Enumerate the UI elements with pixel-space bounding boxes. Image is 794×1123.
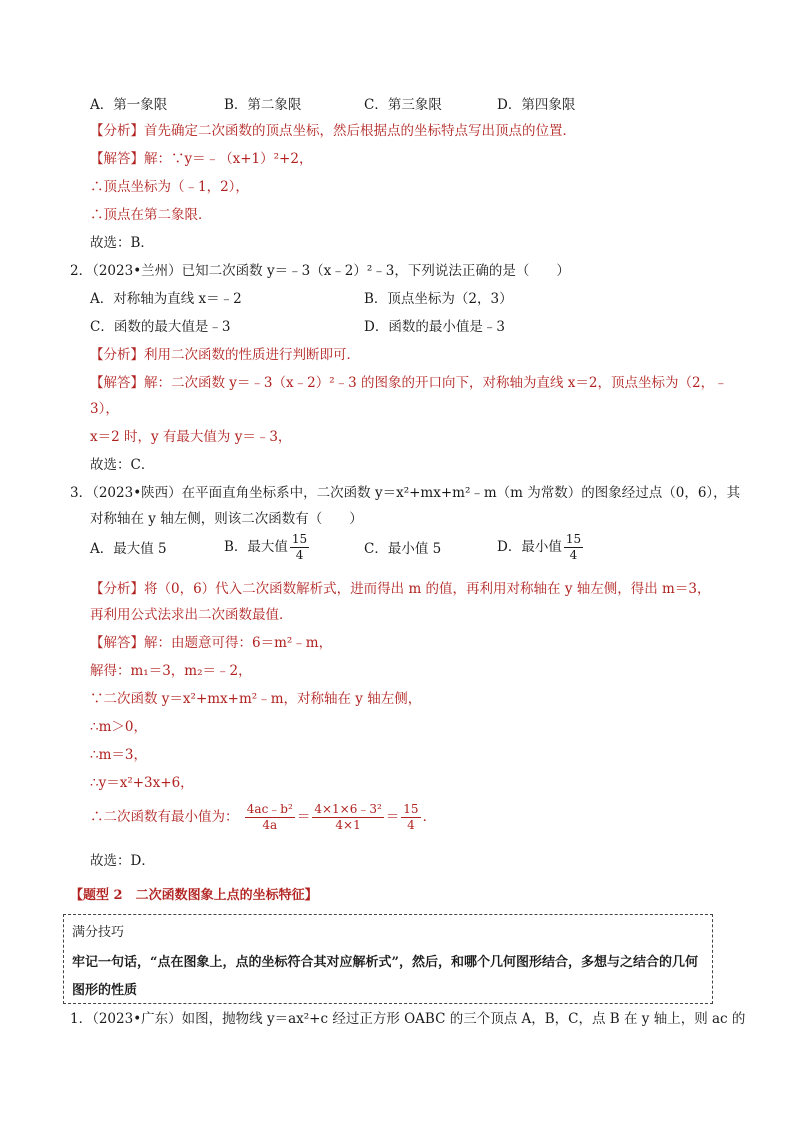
q3-analysis-1: 【分析】将（0，6）代入二次函数解析式，进而得出 m 的值，再利用对称轴在 y 轴左侧，得出 m＝3，: [90, 581, 711, 597]
q3-stem-1: 3．（2023•陕西）在平面直角坐标系中，二次函数 y＝x²+mx+m²﹣m（m 为常数）的图象经过点（0，6），其: [70, 485, 741, 501]
q3-option-d: D．最小值 $\frac{15}{4}$: [497, 532, 582, 562]
q3-answer: 【解答】解：由题意可得：6＝m²﹣m，: [90, 635, 333, 651]
q3-stem-2: 对称轴在 y 轴左侧，则该二次函数有（ ）: [90, 511, 363, 527]
q2-line3: x＝2 时，y 有最大值为 y＝﹣3，: [90, 429, 292, 445]
q3-fraction-1: $\frac{\text{4ac﹣b²}}{4a}$: [246, 802, 293, 832]
q3-option-b-fraction: $\frac{15}{4}$: [291, 532, 308, 562]
q3-line5: ∴m＝3，: [90, 747, 147, 763]
q2-option-c: C．函数的最大值是﹣3: [90, 319, 231, 335]
q3-analysis-2: 再利用公式法求出二次函数最值．: [90, 607, 293, 623]
q2-choice: 故选：C．: [90, 457, 155, 473]
q2-option-a: A．对称轴为直线 x＝﹣2: [90, 291, 242, 307]
q2-option-b: B．顶点坐标为（2，3）: [364, 291, 513, 307]
q1-option-c: C．第三象限: [364, 97, 442, 113]
q3-line2: 解得：m₁＝3，m₂＝﹣2，: [90, 663, 252, 679]
q4-stem: 1．（2023•广东）如图，抛物线 y＝ax²+c 经过正方形 OABC 的三个顶点 A，B，C，点 B 在 y 轴上，则 ac 的: [70, 1011, 746, 1027]
section-title: 【题型 2 二次函数图象上点的坐标特征】: [70, 888, 318, 903]
q1-option-b: B．第二象限: [224, 97, 302, 113]
q1-option-d: D．第四象限: [497, 97, 576, 113]
q3-option-b: B．最大值 $\frac{15}{4}$: [224, 532, 308, 562]
q1-line3: ∴顶点在第二象限．: [90, 207, 212, 223]
q1-option-a: A．第一象限: [90, 97, 168, 113]
q2-answer-line2: 3），: [90, 401, 119, 417]
q2-option-d: D．函数的最小值是﹣3: [364, 319, 505, 335]
q3-option-c: C．最小值 5: [364, 541, 442, 557]
q2-stem: 2．（2023•兰州）已知二次函数 y＝﹣3（x﹣2）²﹣3，下列说法正确的是（ ）: [70, 263, 570, 279]
q3-min-value: ∴二次函数有最小值为： $\frac{\text{4ac﹣b²}}{4a}$ ＝ $\frac{\text{4×1×6﹣3²}}{4\times 1}$ ＝ $\frac{15}{4}$ ．: [90, 802, 437, 832]
q1-analysis: 【分析】首先确定二次函数的顶点坐标，然后根据点的坐标特点写出顶点的位置．: [90, 123, 576, 139]
tip-title: 满分技巧: [72, 925, 125, 940]
q3-fraction-3: $\frac{15}{4}$: [403, 802, 419, 832]
q2-answer: 【解答】解：二次函数 y＝﹣3（x﹣2）²﹣3 的图象的开口向下，对称轴为直线 x＝2，顶点坐标为（2，﹣: [90, 375, 728, 391]
q1-answer: 【解答】解：∵y＝﹣（x+1）²+2，: [90, 151, 313, 167]
q3-choice: 故选：D．: [90, 853, 155, 869]
tip-box: [63, 914, 713, 1004]
tip-body: 牢记一句话，“点在图象上，点的坐标符合其对应解析式”，然后，和哪个几何图形结合，多想与之结合的几何图形的性质: [72, 955, 698, 998]
q3-option-a: A．最大值 5: [90, 541, 167, 557]
q3-line4: ∴m＞0，: [90, 719, 147, 735]
q1-choice: 故选：B．: [90, 235, 154, 251]
q3-line3: ∵二次函数 y＝x²+mx+m²﹣m，对称轴在 y 轴左侧，: [90, 691, 422, 707]
q1-line2: ∴顶点坐标为（﹣1，2），: [90, 179, 249, 195]
q3-fraction-2: $\frac{\text{4×1×6﹣3²}}{4\times 1}$: [314, 802, 382, 832]
q3-line6: ∴y＝x²+3x+6，: [90, 775, 194, 791]
q3-option-d-fraction: $\frac{15}{4}$: [565, 532, 582, 562]
q2-analysis: 【分析】利用二次函数的性质进行判断即可．: [90, 347, 360, 363]
